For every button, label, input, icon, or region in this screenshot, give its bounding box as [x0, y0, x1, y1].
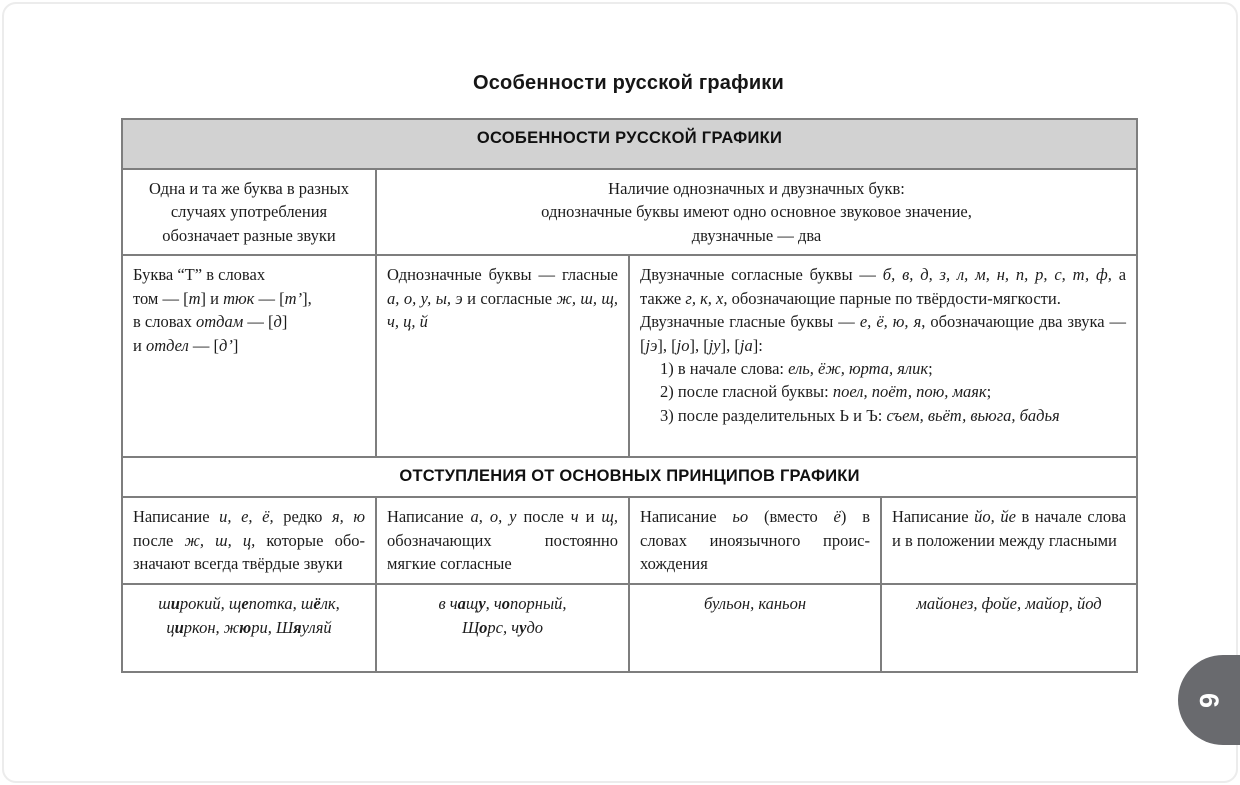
cell-examples-zh-sh-ts: широкий, щепотка, шёлк, циркон, жюри, Шяуляй: [122, 584, 376, 672]
cell-examples-yo-ye: майонез, фойе, майор, йод: [881, 584, 1137, 672]
cell-letter-t-example: Буква “Т” в словах том — [т] и тюк — [т’], в словах отдам — [д] и отдел — [д’]: [122, 255, 376, 457]
cell-rule-after-ch-shch: Написание а, о, у после ч и щ, обозначающих постоянно мягкие согласные: [376, 497, 629, 584]
cell-same-letter-different-sounds: Одна и та же буква в разных случаях употребления обозначает разные звуки: [122, 169, 376, 255]
cell-rule-after-zh-sh-ts: Написание и, е, ё, редко я, ю после ж, ш, ц, которые обозначают всегда твёрдые звуки: [122, 497, 376, 584]
cell-rule-yo-ye: Написание йо, йе в начале слова и в положении между гласными: [881, 497, 1137, 584]
deviation-examples-row: [122, 584, 1137, 672]
cell-double-valued-letters: Двузначные согласные буквы — б, в, д, з, л, м, н, п, р, с, т, ф, а также г, к, х, обозначающие парные по твёрдости-мягкости. Двузначные гласные буквы — е, ё, ю, я, обозначающие два звука — [jэ], [jо], [jу], [jа]: 1) в начале слова: ель, ёж, юрта, ялик; 2) после гласной буквы: поел, поёт, пою, маяк; 3) после разделительных Ь и Ъ: съем, вьёт, вьюга, бадья: [629, 255, 1137, 457]
page-number-tab: [1178, 655, 1240, 745]
page-title: Особенности русской графики: [472, 72, 785, 94]
cell-examples-soft-sign-o: бульон, каньон: [629, 584, 881, 672]
intro-row: [122, 169, 1137, 255]
page-number: 6: [1194, 692, 1225, 708]
table-main-header: ОСОБЕННОСТИ РУССКОЙ ГРАФИКИ: [122, 119, 1137, 169]
detail-row: [122, 255, 1137, 457]
section2-header-row: [122, 457, 1137, 497]
cell-rule-soft-sign-o: Написание ьо (вместо ё) в словах иноязычного происхождения: [629, 497, 881, 584]
deviation-rules-row: [122, 497, 1137, 584]
deviations-section-header: ОТСТУПЛЕНИЯ ОТ ОСНОВНЫХ ПРИНЦИПОВ ГРАФИКИ: [122, 457, 1137, 497]
cell-single-and-double-valued-letters: Наличие однозначных и двузначных букв: однозначные буквы имеют одно основное звуковое значение, двузначные — два: [376, 169, 1137, 255]
cell-single-valued-letters: Однозначные буквы — гласные а, о, у, ы, э и согласные ж, ш, щ, ч, ц, й: [376, 255, 629, 457]
graphics-features-table: [121, 118, 1138, 673]
table-header-row: [122, 119, 1137, 169]
cell-examples-ch-shch: в чащу, чопорный, Щорс, чудо: [376, 584, 629, 672]
